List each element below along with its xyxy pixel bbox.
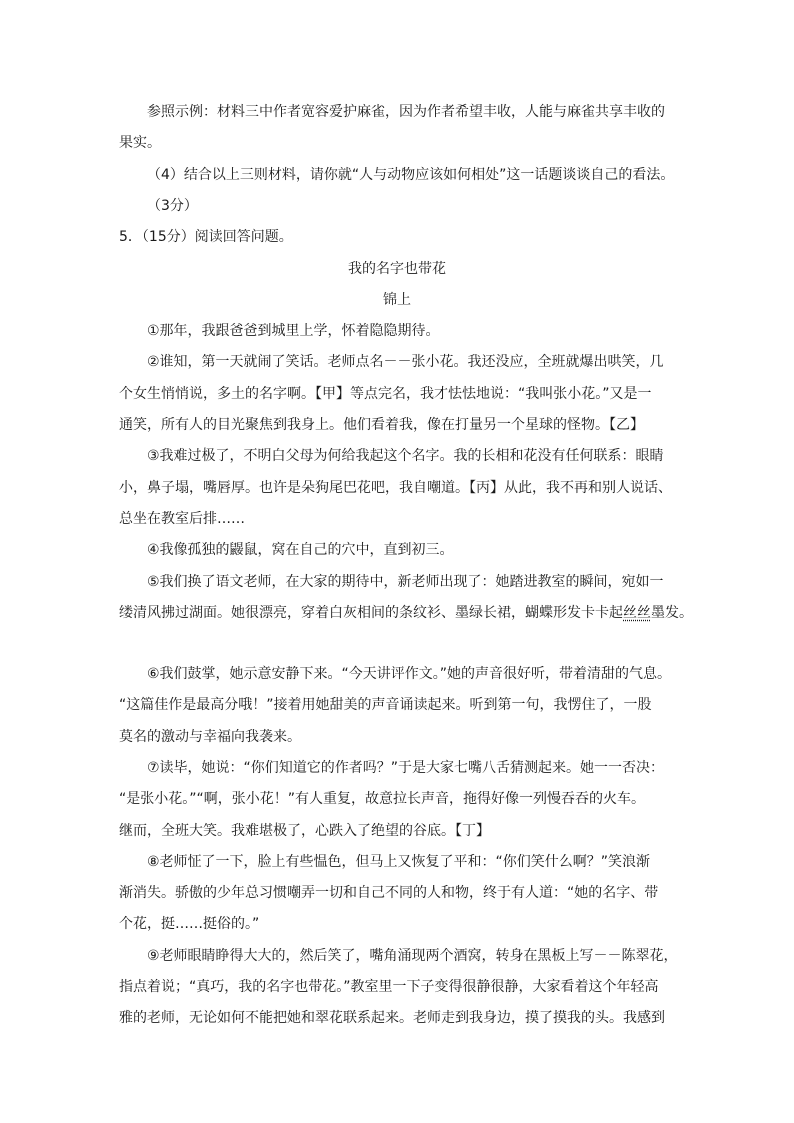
paragraph-2-line-1: ②谁知，第一天就闹了笑话。老师点名－－张小花。我还没应，全班就爆出哄笑，几 [147,354,664,370]
emphasized-word: 丝丝 [623,605,651,621]
q4-question-line-2: （3分） [147,198,198,214]
paragraph-8-line-2: 渐消失。骄傲的少年总习惯嘲弄一切和自己不同的人和物，终于有人道：“她的名字、带 [119,885,659,901]
paragraph-2-line-3: 通笑，所有人的目光聚焦到我身上。他们看着我，像在打量另一个星球的怪物。【乙】 [119,417,644,433]
paragraph-6-line-2: “这篇佳作是最高分哦！”接着用她甜美的声音诵读起来。听到第一句，我愣住了，一股 [119,697,652,713]
paragraph-6-line-1: ⑥我们鼓掌，她示意安静下来。“今天讲评作文。”她的声音很好听，带着清甜的气息。 [147,666,672,682]
paragraph-4: ④我像孤独的鼹鼠，窝在自己的穴中，直到初三。 [147,542,454,558]
paragraph-8-line-3: 个花，挺……挺俗的。” [119,916,260,932]
paragraph-5-line-2-end: 墨发。 [651,605,693,621]
paragraph-7-line-3: 继而，全班大笑。我难堪极了，心跌入了绝望的谷底。【丁】 [119,823,490,839]
paragraph-7-line-1: ⑦读毕，她说：“你们知道它的作者吗？”于是大家七嘴八舌猜测起来。她一一否决： [147,760,665,776]
paragraph-8-line-1: ⑧老师怔了一下，脸上有些愠色，但马上又恢复了平和：“你们笑什么啊？”笑浪渐 [147,854,651,870]
paragraph-3-line-3: 总坐在教室后排…… [119,511,245,527]
q4-answer-line-2: 果实。 [119,135,161,151]
paragraph-2-line-2: 个女生悄悄说，多土的名字啊。【甲】等点完名，我才怯怯地说：“我叫张小花。”又是一 [119,386,652,402]
paragraph-1: ①那年，我跟爸爸到城里上学，怀着隐隐期待。 [147,323,440,339]
paragraph-3-line-1: ③我难过极了，不明白父母为何给我起这个名字。我的长相和花没有任何联系：眼睛 [147,448,664,464]
paragraph-5-line-2 [119,603,693,623]
paragraph-5-line-2-text: 缕清风拂过湖面。她很漂亮，穿着白灰相间的条纹衫、墨绿长裙，蝴蝶形发卡卡起 [119,605,623,621]
q4-question-line-1: （4）结合以上三则材料，请你就“人与动物应该如何相处”这一话题谈谈自己的看法。 [147,167,675,183]
article-title: 我的名字也带花 [348,261,446,277]
paragraph-7-line-2: “是张小花。”“啊，张小花！”有人重复，故意拉长声音，拖得好像一列慢吞吞的火车。 [119,791,646,807]
paragraph-3-line-2: 小，鼻子塌，嘴唇厚。也许是朵狗尾巴花吧，我自嘲道。【丙】从此，我不再和别人说话、 [119,480,672,496]
paragraph-9-line-2: 指点着说；“真巧，我的名字也带花。”教室里一下子变得很静很静，大家看着这个年轻高 [119,979,659,995]
paragraph-9-line-1: ⑨老师眼睛睁得大大的，然后笑了，嘴角涌现两个酒窝，转身在黑板上写－－陈翠花， [147,948,678,964]
paragraph-6-line-3: 莫名的激动与幸福向我袭来。 [119,729,301,745]
paragraph-5-line-1: ⑤我们换了语文老师，在大家的期待中，新老师出现了：她踏进教室的瞬间，宛如一 [147,574,664,590]
q4-answer-line-1: 参照示例：材料三中作者宽容爱护麻雀，因为作者希望丰收，人能与麻雀共享丰收的 [147,104,665,120]
paragraph-9-line-3: 雅的老师，无论如何不能把她和翠花联系起来。老师走到我身边，摸了摸我的头。我感到 [119,1010,665,1026]
article-author: 锦上 [383,292,411,308]
q5-heading: 5．（15分）阅读回答问题。 [119,229,293,245]
